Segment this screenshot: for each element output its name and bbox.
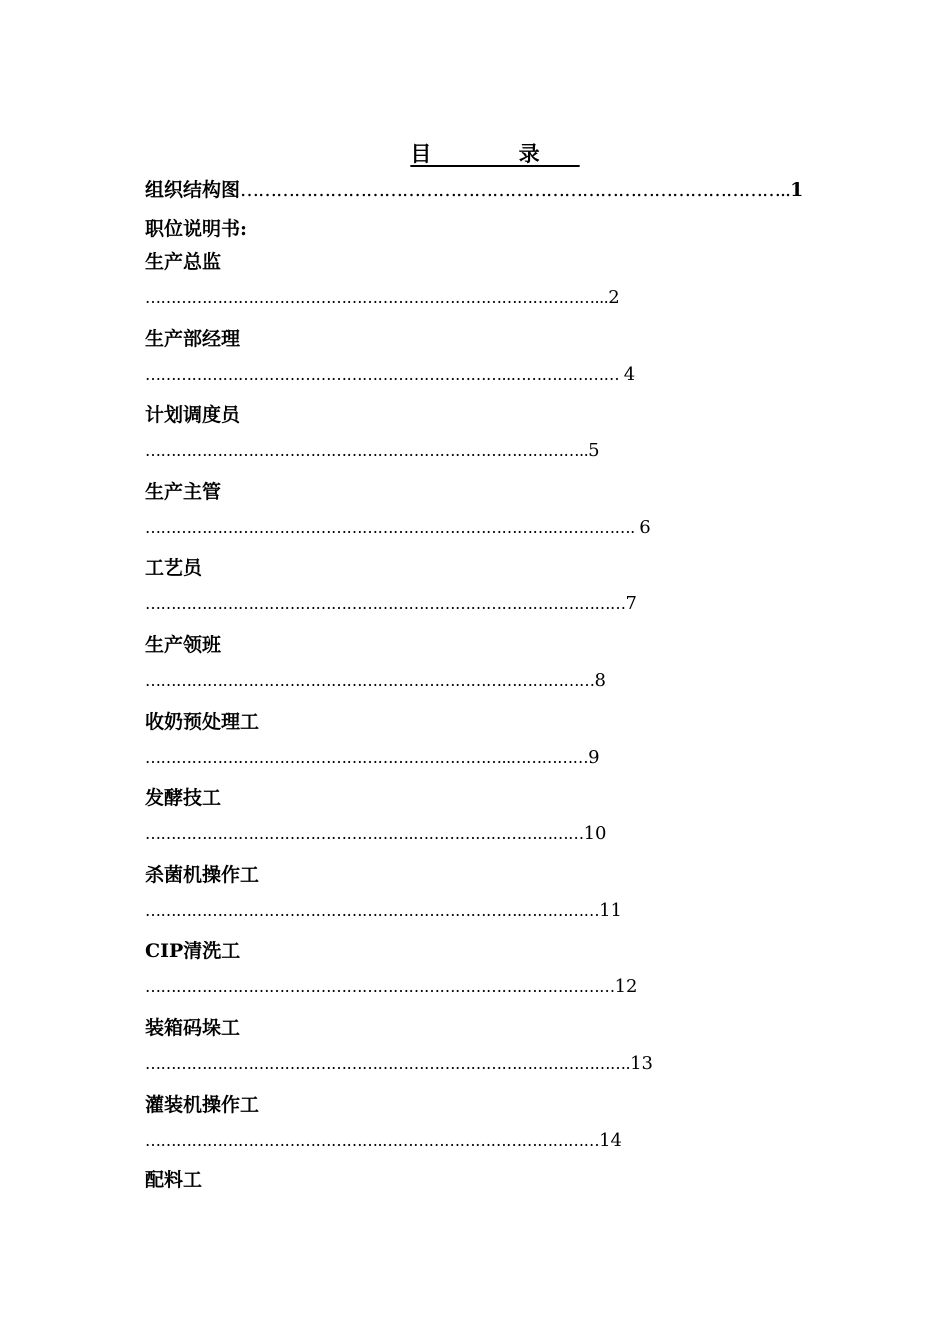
toc-entry-label: 装箱码垛工 [145, 1016, 241, 1039]
toc-page-number: 14 [599, 1129, 622, 1151]
toc-leader-dots: ………………………………………………………………………….. [145, 441, 589, 461]
toc-page-number: 11 [599, 899, 622, 921]
toc-entry-label: CIP清洗工 [145, 940, 241, 963]
toc-entry[interactable] [145, 325, 825, 402]
toc-page-number: 2 [608, 287, 620, 308]
toc-leader-dots: ……………………………………………………………..…………… [145, 747, 589, 767]
toc-page-number: 9 [588, 746, 600, 768]
toc-entry-label: 计划调度员 [145, 404, 241, 427]
toc-entry[interactable] [145, 861, 825, 938]
toc-leader-dots: …………………………………………………………………………………. [145, 1053, 631, 1073]
toc-leader-dots: …………………………………………………………………….……………. [145, 517, 640, 537]
toc-page-number: 10 [583, 823, 607, 845]
toc-entry-leader [145, 592, 825, 616]
toc-entry-leader [145, 439, 825, 463]
toc-page-number: 4 [623, 363, 636, 385]
toc-entry-label: 灌装机操作工 [145, 1093, 260, 1116]
toc-page-number: 6 [639, 516, 651, 538]
toc-entry[interactable] [145, 478, 825, 555]
toc-entry-label: 生产部经理 [145, 327, 241, 350]
toc-entry-label: 组织结构图 [145, 179, 241, 201]
toc-entry-list [145, 248, 825, 1167]
toc-entry-label: 杀菌机操作工 [145, 863, 260, 886]
toc-entry-label: 工艺员 [145, 557, 203, 580]
toc-leader-dots: ……………………………………………………………..………………… [145, 364, 624, 384]
toc-leader-dots: …………………………………………………………………………… [145, 670, 595, 690]
toc-entry-leader [145, 516, 825, 540]
toc-leader-dots: ……………………………………………………………………………... [145, 288, 609, 307]
toc-section-label: 职位说明书: [145, 218, 248, 240]
toc-entry[interactable] [145, 401, 825, 478]
toc-entry-label: 发酵技工 [145, 787, 222, 810]
toc-entry-leader [145, 669, 825, 693]
toc-entry[interactable] [145, 554, 825, 631]
toc-entry-leader [145, 286, 825, 310]
toc-page-number: 12 [614, 976, 638, 998]
toc-entry[interactable] [145, 708, 825, 785]
toc-page-number: 1 [790, 179, 804, 201]
toc-leader-dots: ………………………………………………………………………………… [145, 594, 626, 614]
toc-entry-leader [145, 975, 825, 999]
toc-entry-label: 生产主管 [145, 480, 222, 503]
toc-entry-label: 生产领班 [145, 633, 222, 656]
toc-page-number: 8 [594, 669, 606, 691]
toc-entry-leader [145, 822, 825, 846]
toc-entry-last[interactable]: 配料工 [145, 1169, 203, 1191]
toc-entry-leader [145, 746, 825, 770]
toc-title-text: 目 录 [410, 141, 580, 166]
toc-page-number: 7 [625, 593, 637, 615]
toc-leader-dots: ……………………………………………………………………………….. [240, 179, 791, 201]
toc-leader-dots: ……………………………………………………………….……………… [145, 977, 615, 997]
toc-entry-label: 生产总监 [145, 251, 222, 273]
toc-entry-org-chart[interactable] [145, 176, 805, 204]
toc-page-number: 5 [588, 440, 600, 462]
toc-entry[interactable] [145, 1014, 825, 1091]
toc-entry[interactable] [145, 248, 825, 325]
toc-entry[interactable] [145, 631, 825, 708]
toc-entry-label: 收奶预处理工 [145, 710, 260, 733]
toc-title [0, 138, 950, 168]
toc-leader-dots: ……………………………………….…………………………………… [145, 1130, 600, 1150]
toc-entry-leader [145, 363, 825, 387]
toc-leader-dots: ……………………………………………………………….…………… [145, 900, 600, 920]
toc-entry-leader [145, 1052, 825, 1076]
toc-leader-dots: …………………………………………….…………………………… [145, 824, 584, 844]
toc-page-number: 13 [630, 1052, 653, 1074]
toc-entry-leader [145, 1129, 825, 1153]
toc-entry-leader [145, 899, 825, 923]
toc-entry[interactable] [145, 1091, 825, 1168]
toc-entry[interactable] [145, 937, 825, 1014]
toc-entry[interactable] [145, 784, 825, 861]
